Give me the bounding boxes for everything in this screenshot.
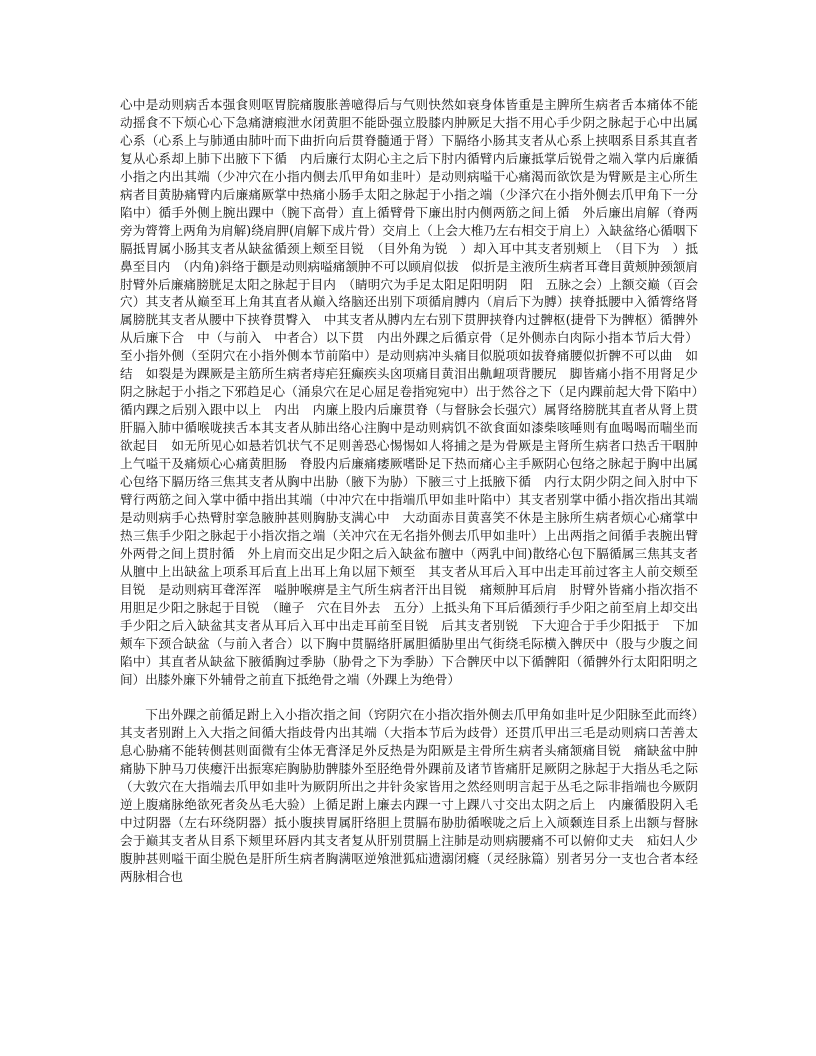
document-page xyxy=(120,96,711,886)
body-paragraph-1: 心中是动则病舌本强食则呕胃脘痛腹胀善噫得后与气则快然如衰身体皆重是主脾所生病者舌本痛体不能动摇食不下烦心心下急痛溏瘕泄水闭黄胆不能卧强立股膝内肿厥足大指不用心手少阴之脉起于心中出属心系（心系上与肺通由肺叶而下曲折向后贯脊髓通于肾）下膈络小肠其支者从心系上挟咽系目系其直者复从心系却上肺下出腋下下循 内后廉行太阴心主之后下肘内循臂内后廉抵掌后锐骨之端入掌内后廉循小指之内出其端（少冲穴在小指内侧去爪甲角如韭叶）是动则病嗌干心痛渴而欲饮是为臂厥是主心所生病者目黄胁痛臂内后廉痛厥掌中热痛小肠手太阳之脉起于小指之端（少泽穴在小指外侧去爪甲角下一分陷中）循手外侧上腕出踝中（腕下高骨）直上循臂骨下廉出肘内侧两筋之间上循 外后廉出肩解（脊两旁为膂膂上两角为肩解)绕肩胛(肩解下成片骨）交肩上（上会大椎乃左右相交于肩上）入缺盆络心循咽下膈抵胃属小肠其支者从缺盆循颈上颊至目锐 （目外角为锐 ）却入耳中其支者别颊上 （目下为 ）抵鼻至目内 （内角)斜络于颧是动则病嗌痛颔肿不可以顾肩似拔 似折是主液所生病者耳聋目黄颊肿颈颔肩 肘臂外后廉痛膀胱足太阳之脉起于目内 （睛明穴为手足太阳足阳明阴 阳 五脉之会）上额交巅（百会穴）其支者从巅至耳上角其直者从巅入络脑还出别下项循肩膊内（肩后下为膊）挟脊抵腰中入循膂络肾属膀胱其支者从腰中下挟脊贯臀入 中其支者从膊内左右别下贯胛挟脊内过髀枢(捷骨下为髀枢）循髀外从后廉下合 中（与前入 中者合）以下贯 内出外踝之后循京骨（足外侧赤白肉际小指本节后大骨）至小指外侧（至阴穴在小指外侧本节前陷中）是动则病冲头痛目似脱项如拔脊痛腰似折髀不可以曲 如结 如裂是为踝厥是主筋所生病者痔疟狂癫疾头囟项痛目黄泪出鼽衄项背腰尻 脚皆痛小指不用肾足少阴之脉起于小指之下邪趋足心（涌泉穴在足心屈足卷指宛宛中）出于然谷之下（足内踝前起大骨下陷中）循内踝之后别入跟中以上 内出 内廉上股内后廉贯脊（与督脉会长强穴）属肾络膀胱其直者从肾上贯肝膈入肺中循喉咙挟舌本其支者从肺出络心注胸中是动则病饥不欲食面如漆柴咳唾则有血喝喝而喘坐而欲起目 如无所见心如悬若饥状气不足则善恐心惕惕如人将捕之是为骨厥是主肾所生病者口热舌干咽肿上气嗌干及痛烦心心痛黄胆肠 脊股内后廉痛痿厥嗜卧足下热而痛心主手厥阴心包络之脉起于胸中出属心包络下膈历络三焦其支者从胸中出胁（腋下为胁）下腋三寸上抵腋下循 内行太阴少阴之间入肘中下臂行两筋之间入掌中循中指出其端（中冲穴在中指端爪甲如韭叶陷中）其支者别掌中循小指次指出其端是动则病手心热臂肘挛急腋肿甚则胸胁支满心中 大动面赤目黄喜笑不休是主脉所生病者烦心心痛掌中热三焦手少阳之脉起于小指次指之端（关冲穴在无名指外侧去爪甲如韭叶）上出两指之间循手表腕出臂外两骨之间上贯肘循 外上肩而交出足少阳之后入缺盆布膻中（两乳中间)散络心包下膈循属三焦其支者从膻中上出缺盆上项系耳后直上出耳上角以屈下颊至 其支者从耳后入耳中出走耳前过客主人前交颊至目锐 是动则病耳聋浑浑 嗌肿喉痹是主气所生病者汗出目锐 痛颊肿耳后肩 肘臂外皆痛小指次指不用胆足少阳之脉起于目锐 （瞳子 穴在目外去 五分）上抵头角下耳后循颈行手少阳之前至肩上却交出手少阳之后入缺盆其支者从耳后入耳中出走耳前至目锐 后其支者别锐 下大迎合于手少阳抵于 下加颊车下颈合缺盆（与前入者合）以下胸中贯膈络肝属胆循胁里出气街绕毛际横入髀厌中（股与少腹之间陷中）其直者从缺盆下腋循胸过季胁（胁骨之下为季胁）下合髀厌中以下循髀阳（循髀外行太阳阳明之间）出膝外廉下外辅骨之前直下抵绝骨之端（外踝上为绝骨） xyxy=(120,97,711,687)
body-paragraph-2: 下出外踝之前循足跗上入小指次指之间（窍阴穴在小指次指外侧去爪甲角如韭叶足少阳脉至此而终）其支者别跗上入大指之间循大指歧骨内出其端（大指本节后为歧骨）还贯爪甲出三毛是动则病口苦善太息心胁痛不能转侧甚则面微有尘体无膏泽足外反热是为阳厥是主骨所生病者头痛颔痛目锐 痛缺盆中肿痛胁下肿马刀侠瘿汗出振寒疟胸胁肋髀膝外至胫绝骨外踝前及诸节皆痛肝足厥阴之脉起于大指丛毛之际（大敦穴在大指端去爪甲如韭叶为厥阴所出之井针灸家皆用之然经则明言起于丛毛之际非指端也今厥阴逆上腹痛脉绝欲死者灸丛毛大验）上循足跗上廉去内踝一寸上踝八寸交出太阴之后上 内廉循股阴入毛中过阴器（左右环绕阴器）抵小腹挟胃属肝络胆上贯膈布胁肋循喉咙之后上入颃颡连目系上出额与督脉会于巅其支者从目系下颊里环唇内其支者复从肝别贯膈上注肺是动则病腰痛不可以俯仰丈夫 疝妇人少腹肿甚则嗌干面尘脱色是肝所生病者胸满呕逆飧泄狐疝遗溺闭癃（灵经脉篇）别者另分一支也合者本经两脉相合也 xyxy=(120,707,698,885)
